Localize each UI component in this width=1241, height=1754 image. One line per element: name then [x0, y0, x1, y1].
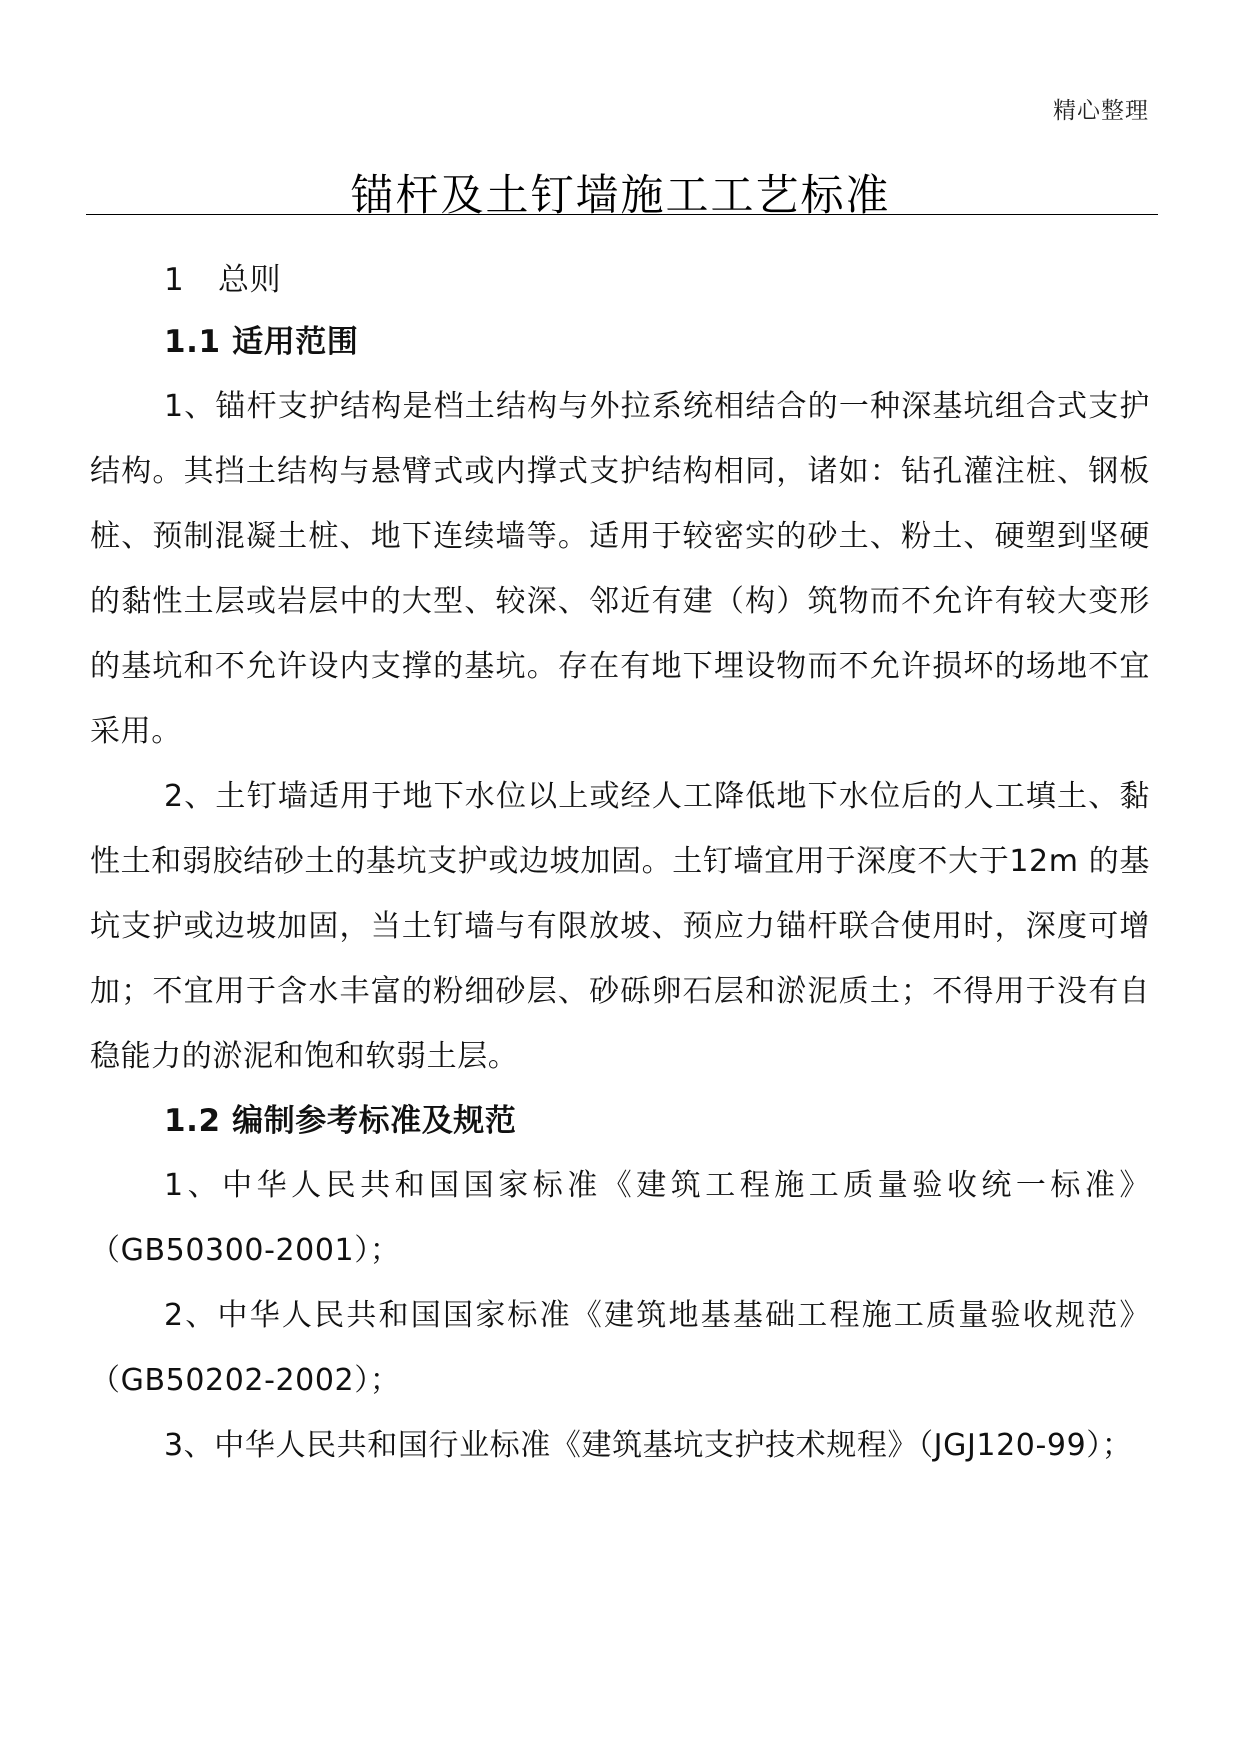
reference-item-3: 3、中华人民共和国行业标准《建筑基坑支护技术规程》（JGJ120-99）；	[164, 1428, 1133, 1463]
paragraph-anchor-scope: 1、锚杆支护结构是档土结构与外拉系统相结合的一种深基坑组合式支护结构。其挡土结构与悬臂式或内撑式支护结构相同，诸如：钻孔灌注桩、钢板桩、预制混凝土桩、地下连续墙等。适用于较密实的砂土、粉土、硬塑到坚硬的黏性土层或岩层中的大型、较深、邻近有建（构）筑物而不允许有较大变形的基坑和不允许设内支撑的基坑。存在有地下埋设物而不允许损坏的场地不宜采用。	[90, 389, 1150, 749]
paragraph-soil-nail-scope: 2、土钉墙适用于地下水位以上或经人工降低地下水位后的人工填土、黏性土和弱胶结砂土的基坑支护或边坡加固。土钉墙宜用于深度不大于12m 的基坑支护或边坡加固，当土钉墙与有限放坡、预应力锚杆联合使用时，深度可增加；不宜用于含水丰富的粉细砂层、砂砾卵石层和淤泥质土；不得用于没有自稳能力的淤泥和饱和软弱土层。	[90, 779, 1150, 1074]
header-note: 精心整理	[1053, 98, 1149, 124]
subsection-heading-1-1: 1.1 适用范围	[164, 324, 359, 360]
section-label: 总则	[218, 262, 282, 298]
reference-item-1: 1、中华人民共和国国家标准《建筑工程施工质量验收统一标准》（GB50300-2001）；	[90, 1168, 1150, 1268]
title-divider	[86, 214, 1158, 215]
reference-item-2: 2、中华人民共和国国家标准《建筑地基基础工程施工质量验收规范》（GB50202-2002）；	[90, 1298, 1150, 1398]
section-number: 1	[164, 262, 185, 298]
document-body	[90, 250, 1150, 1478]
section-heading-1	[90, 250, 1150, 310]
document-title: 锚杆及土钉墙施工工艺标准	[350, 171, 891, 221]
subsection-heading-1-2: 1.2 编制参考标准及规范	[164, 1103, 517, 1139]
